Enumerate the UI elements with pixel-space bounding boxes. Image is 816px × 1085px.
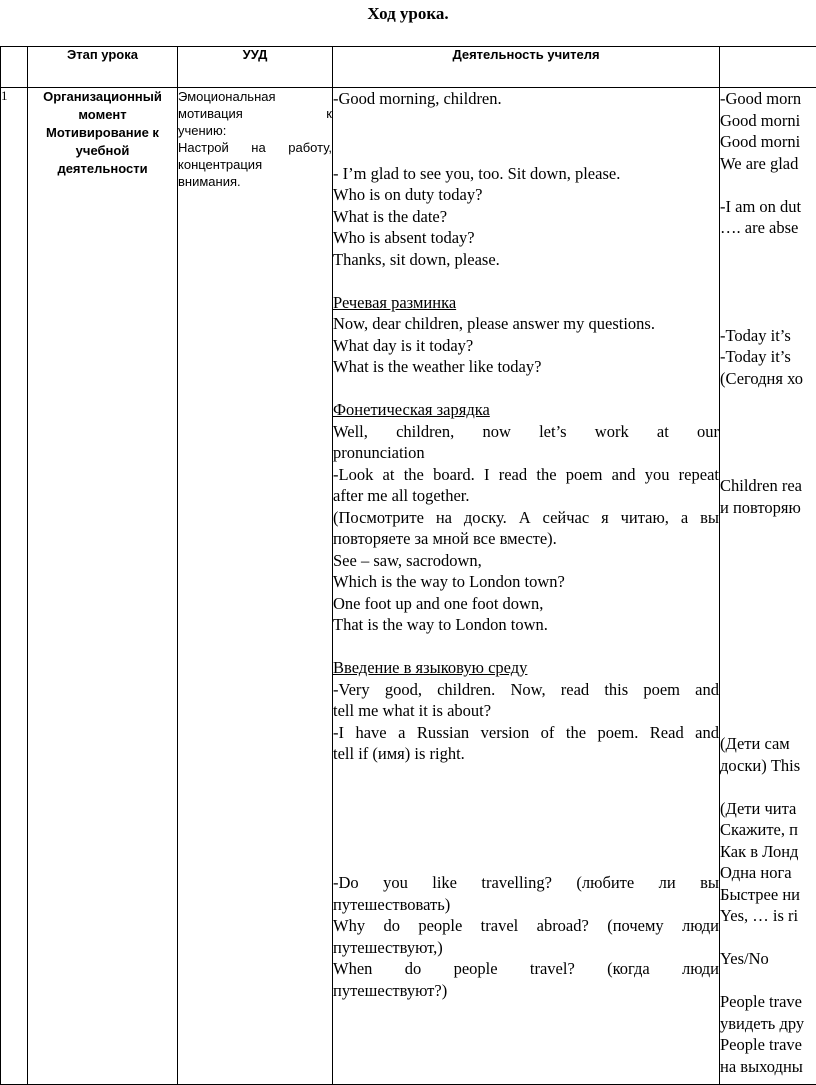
teacher-line: Thanks, sit down, please.	[333, 249, 719, 271]
poem-line: One foot up and one foot down,	[333, 593, 719, 615]
pupil-line: доски) This	[720, 755, 816, 777]
intro-heading: Введение в языковую среду	[333, 657, 719, 679]
pupil-line: People trave	[720, 991, 816, 1013]
warmup-heading: Речевая разминка	[333, 292, 719, 314]
stage-line: Мотивирование к	[28, 124, 177, 142]
teacher-line: путешествуют?)	[333, 980, 719, 1002]
pupil-line: на выходны	[720, 1056, 816, 1078]
uud-line: концентрация	[178, 156, 332, 173]
pupil-line: Yes, … is ri	[720, 905, 816, 927]
pupil-line: Быстрее ни	[720, 884, 816, 906]
stage-cell	[28, 88, 178, 1085]
uud-cell	[178, 88, 333, 1085]
pupil-line: (Дети сам	[720, 733, 816, 755]
teacher-line: tell me what it is about?	[333, 700, 719, 722]
teacher-line: -Look at the board. I read the poem and you repeat	[333, 464, 719, 486]
pupil-line: Скажите, п	[720, 819, 816, 841]
teacher-line: after me all together.	[333, 485, 719, 507]
pupil-line: -Today it’s	[720, 325, 816, 347]
teacher-line: tell if (имя) is right.	[333, 743, 719, 765]
stage-line: учебной	[28, 142, 177, 160]
poem-line: That is the way to London town.	[333, 614, 719, 636]
teacher-line: путешествуют,)	[333, 937, 719, 959]
uud-line: внимания.	[178, 173, 332, 190]
poem-line: Which is the way to London town?	[333, 571, 719, 593]
stage-line: момент	[28, 106, 177, 124]
teacher-line: -I have a Russian version of the poem. Read and	[333, 722, 719, 744]
pupil-line: …. are abse	[720, 217, 816, 239]
header-stage: Этап урока	[28, 47, 178, 88]
poem-line: See – saw, sacrodown,	[333, 550, 719, 572]
pupil-line: Children rea	[720, 475, 816, 497]
page-title: Ход урока.	[0, 4, 816, 24]
pupil-line: Одна нога	[720, 862, 816, 884]
pupil-activity-cell	[720, 88, 816, 1085]
row-number: 1	[1, 88, 28, 1085]
stage-line: Организационный	[28, 88, 177, 106]
teacher-line: Well, children, now let’s work at our	[333, 421, 719, 443]
pupil-line: -Today it’s	[720, 346, 816, 368]
uud-line: учению:	[178, 122, 332, 139]
teacher-line: путешествовать)	[333, 894, 719, 916]
teacher-line: -Very good, children. Now, read this poem and	[333, 679, 719, 701]
pupil-line: и повторяю	[720, 497, 816, 519]
teacher-line: - I’m glad to see you, too. Sit down, please.	[333, 163, 719, 185]
header-pupils	[720, 47, 816, 88]
teacher-line: Why do people travel abroad? (почему люди	[333, 915, 719, 937]
pupil-line: -Good morn	[720, 88, 816, 110]
teacher-line: When do people travel? (когда люди	[333, 958, 719, 980]
teacher-line: Who is on duty today?	[333, 184, 719, 206]
pupil-line: Как в Лонд	[720, 841, 816, 863]
lesson-table	[0, 46, 816, 1085]
uud-line: Настрой на работу,	[178, 139, 332, 156]
teacher-greeting: -Good morning, children.	[333, 88, 719, 110]
teacher-line: What is the weather like today?	[333, 356, 719, 378]
pupil-line: увидеть дру	[720, 1013, 816, 1035]
pupil-line: -I am on dut	[720, 196, 816, 218]
teacher-line: повторяете за мной все вместе).	[333, 528, 719, 550]
header-number	[1, 47, 28, 88]
teacher-line: Who is absent today?	[333, 227, 719, 249]
uud-line: мотивация к	[178, 105, 332, 122]
pupil-line: Good morni	[720, 131, 816, 153]
table-header-row	[1, 47, 816, 88]
stage-line: деятельности	[28, 160, 177, 178]
teacher-line: What is the date?	[333, 206, 719, 228]
teacher-activity-cell	[333, 88, 720, 1085]
pupil-line: We are glad	[720, 153, 816, 175]
teacher-line: -Do you like travelling? (любите ли вы	[333, 872, 719, 894]
pupil-line: Yes/No	[720, 948, 816, 970]
pupil-line: Good morni	[720, 110, 816, 132]
pupil-line: (Дети чита	[720, 798, 816, 820]
teacher-line: (Посмотрите на доску. А сейчас я читаю, а вы	[333, 507, 719, 529]
uud-line: Эмоциональная	[178, 88, 332, 105]
header-teacher: Деятельность учителя	[333, 47, 720, 88]
header-uud: УУД	[178, 47, 333, 88]
teacher-line: What day is it today?	[333, 335, 719, 357]
teacher-line: Now, dear children, please answer my questions.	[333, 313, 719, 335]
pupil-line: People trave	[720, 1034, 816, 1056]
teacher-line: pronunciation	[333, 442, 719, 464]
pupil-line: (Сегодня хо	[720, 368, 816, 390]
phonetic-heading: Фонетическая зарядка	[333, 399, 719, 421]
table-row	[1, 88, 816, 1085]
